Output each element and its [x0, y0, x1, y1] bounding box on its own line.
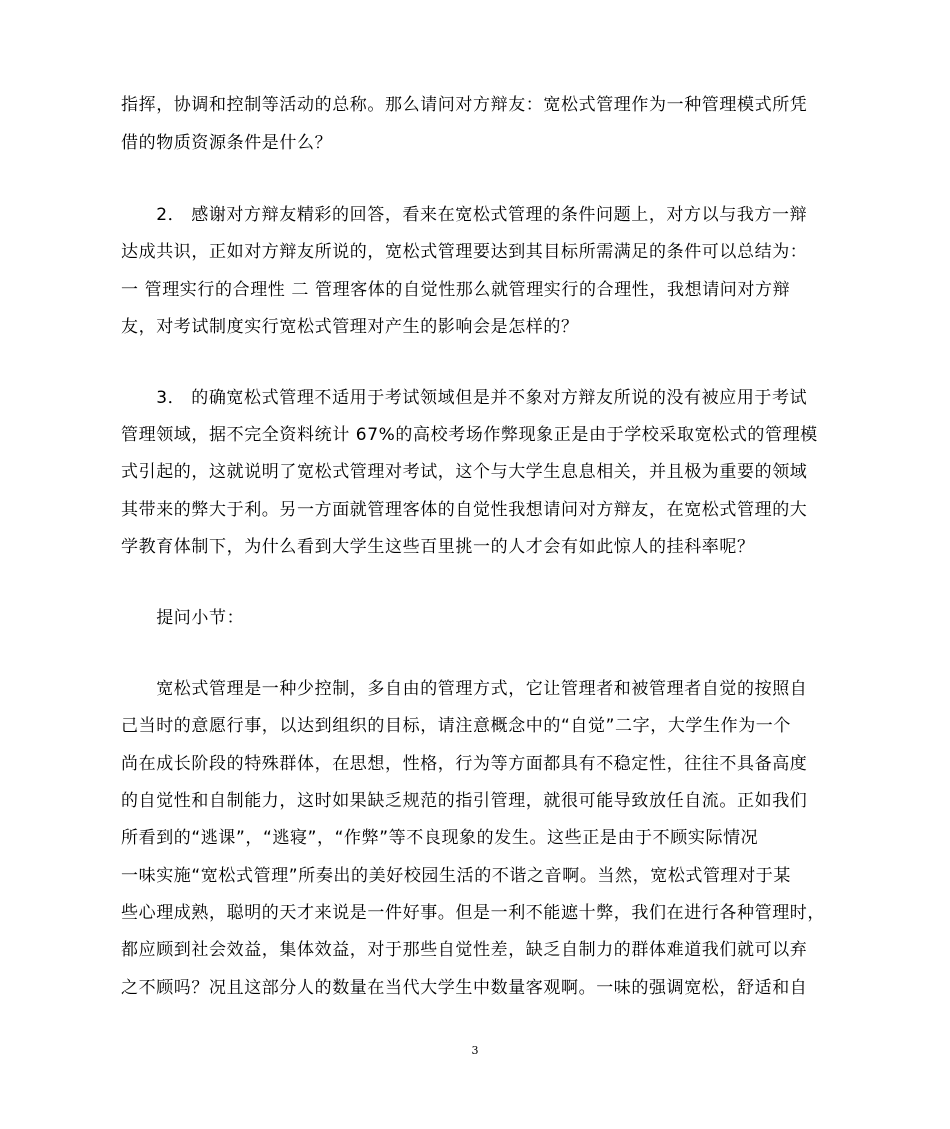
text-line: 2． 感谢对方辩友精彩的回答，看来在宽松式管理的条件问题上，对方以与我方一辩	[121, 205, 808, 225]
text-line: 的自觉性和自制能力，这时如果缺乏规范的指引管理，就很可能导致放任自流。正如我们	[121, 791, 808, 811]
text-line: 些心理成熟，聪明的天才来说是一件好事。但是一利不能遮十弊，我们在进行各种管理时，	[121, 903, 825, 923]
text-line: 所看到的“逃课”，“逃寝”，“作弊”等不良现象的发生。这些正是由于不顾实际情况	[121, 828, 759, 848]
section-heading: 提问小节：	[121, 608, 245, 628]
text-line: 尚在成长阶段的特殊群体，在思想，性格，行为等方面都具有不稳定性，往往不具备高度	[121, 754, 808, 774]
text-line: 友，对考试制度实行宽松式管理对产生的影响会是怎样的？	[121, 317, 579, 337]
text-line: 一 管理实行的合理性 二 管理客体的自觉性那么就管理实行的合理性，我想请问对方辩	[121, 280, 791, 300]
text-line: 3． 的确宽松式管理不适用于考试领域但是并不象对方辩友所说的没有被应用于考试	[121, 388, 808, 408]
text-line: 一味实施“宽松式管理”所奏出的美好校园生活的不谐之音啊。当然，宽松式管理对于某	[121, 866, 792, 886]
text-line: 都应顾到社会效益，集体效益，对于那些自觉性差，缺乏自制力的群体难道我们就可以弃	[121, 940, 808, 960]
text-line: 达成共识，正如对方辩友所说的，宽松式管理要达到其目标所需满足的条件可以总结为：	[121, 242, 808, 262]
text-line: 式引起的，这就说明了宽松式管理对考试，这个与大学生息息相关，并且极为重要的领域	[121, 462, 808, 482]
text-line: 宽松式管理是一种少控制，多自由的管理方式，它让管理者和被管理者自觉的按照自	[121, 679, 808, 699]
text-line: 管理领域，据不完全资料统计 67%的高校考场作弊现象正是由于学校采取宽松式的管理模	[121, 425, 818, 445]
text-line: 己当时的意愿行事，以达到组织的目标，请注意概念中的“自觉”二字，大学生作为一个	[121, 716, 792, 736]
text-line: 学教育体制下，为什么看到大学生这些百里挑一的人才会有如此惊人的挂科率呢？	[121, 537, 755, 557]
page-number: 3	[471, 1044, 479, 1057]
text-line: 借的物质资源条件是什么？	[121, 133, 333, 153]
text-line: 之不顾吗？况且这部分人的数量在当代大学生中数量客观啊。一味的强调宽松，舒适和自	[121, 978, 808, 998]
text-line: 指挥，协调和控制等活动的总称。那么请问对方辩友：宽松式管理作为一种管理模式所凭	[121, 95, 808, 115]
text-line: 其带来的弊大于利。另一方面就管理客体的自觉性我想请问对方辩友，在宽松式管理的大	[121, 500, 808, 520]
